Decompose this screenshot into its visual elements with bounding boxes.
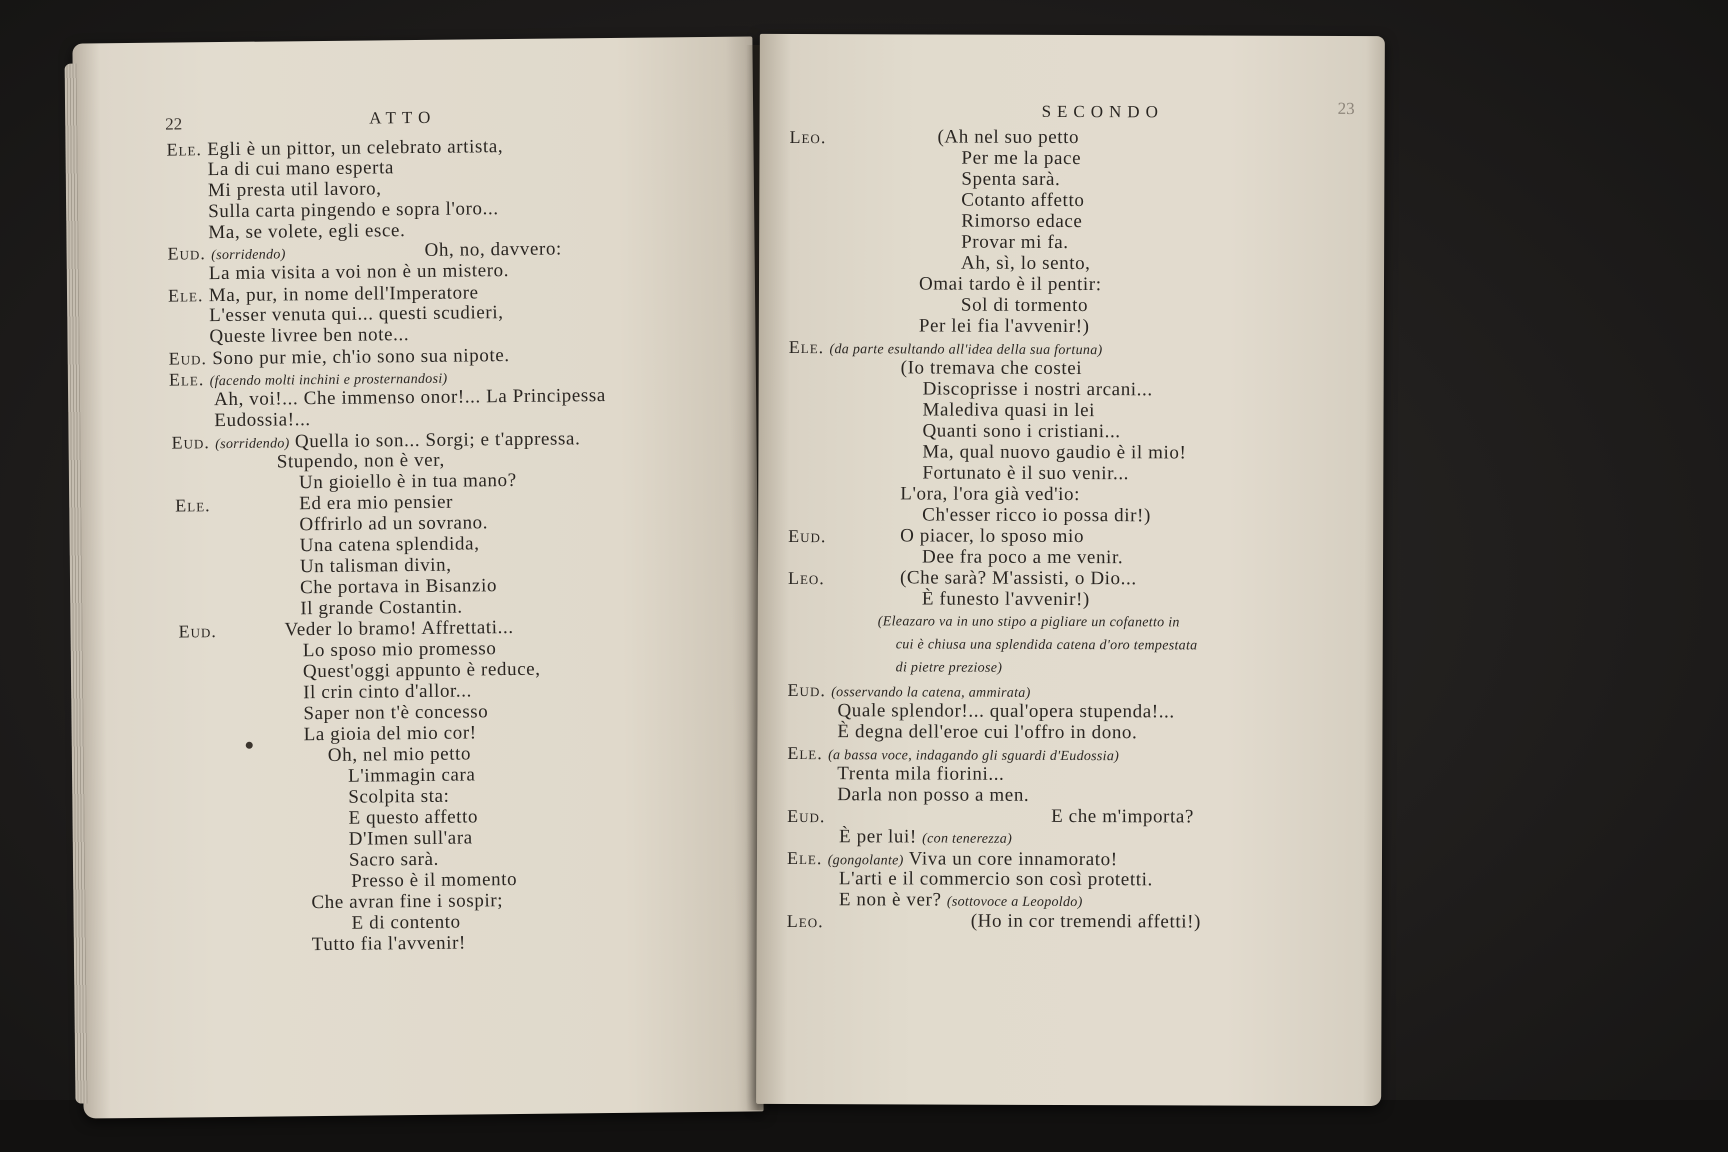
speaker-label: Ele.	[167, 285, 204, 306]
script-line: La mia visita a voi non è un mistero.	[208, 260, 510, 285]
right-page	[756, 34, 1385, 1106]
script-line: Discoprisse i nostri arcani...	[922, 378, 1153, 401]
script-line: Eudossia!...	[214, 409, 311, 432]
script-line: L'immagin cara	[347, 764, 476, 787]
script-line: Un talisman divin,	[299, 554, 452, 578]
script-line: Un gioiello è in tua mano?	[298, 469, 517, 494]
script-line: Leo. (Che sarà? M'assisti, o Dio...	[787, 567, 1137, 590]
stage-direction: cui è chiusa una splendida catena d'oro tempestata	[895, 637, 1198, 654]
open-book	[78, 35, 1383, 1120]
script-line: Queste livree ben note...	[209, 324, 410, 348]
script-line: Lo sposo mio promesso	[302, 638, 497, 662]
script-line: Eud. Veder lo bramo! Affrettati...	[178, 617, 514, 642]
script-line: L'ora, l'ora già ved'io:	[900, 483, 1081, 506]
script-line: Quest'oggi appunto è reduce,	[302, 658, 541, 683]
script-line: L'arti e il commercio son così protetti.	[838, 868, 1153, 891]
script-line: Quanti sono i cristiani...	[922, 420, 1121, 443]
script-line: Scolpita sta:	[348, 785, 450, 808]
speaker-label: Ele.	[166, 139, 202, 160]
stage-direction: (osservando la catena, ammirata)	[831, 685, 1031, 701]
script-line: Ch'esser ricco io possa dir!)	[922, 504, 1151, 527]
script-line: Una catena splendida,	[299, 533, 480, 557]
speaker-label: Eud.	[787, 806, 826, 827]
script-line: Ele. Ma, pur, in nome dell'Imperatore	[167, 282, 479, 307]
script-line: Per me la pace	[961, 147, 1082, 170]
script-line: È degna dell'eroe cui l'offro in dono.	[837, 721, 1138, 744]
script-line: Dee fra poco a me venir.	[922, 546, 1124, 569]
left-page-header: ATTO	[369, 107, 437, 128]
speaker-label: Eud.	[167, 243, 206, 264]
speaker-label: Eud.	[787, 680, 826, 701]
script-line: Che portava in Bisanzio	[299, 575, 498, 599]
speaker-label: Eud.	[168, 348, 208, 369]
speaker-label: Leo.	[789, 127, 827, 148]
script-line: Ele. (gongolante) Viva un core innamorato!	[786, 848, 1118, 871]
speaker-label: Leo.	[787, 568, 825, 589]
speaker-label: Ele.	[787, 743, 823, 764]
speaker-label: Eud.	[788, 526, 827, 547]
script-line: Ah, sì, lo sento,	[961, 252, 1091, 275]
script-line: E questo affetto	[348, 806, 479, 829]
script-line: Rimorso edace	[961, 210, 1083, 233]
script-line: Ah, voi!... Che immenso onor!... La Principessa	[214, 385, 606, 411]
script-line: Omai tardo è il pentir:	[918, 273, 1102, 296]
script-line: Trenta mila fiorini...	[837, 763, 1005, 785]
speaker-label: Ele.	[788, 337, 825, 358]
speaker-label: Eud.	[171, 432, 210, 453]
right-page-header: SECONDO	[1041, 101, 1164, 122]
speaker-label: Ele.	[786, 848, 823, 869]
stage-direction: di pietre preziose)	[895, 660, 1003, 676]
speaker-label: Eud.	[178, 621, 217, 642]
script-line: Eud. O piacer, lo sposo mio	[788, 525, 1085, 548]
stage-direction: (sorridendo)	[215, 436, 290, 453]
speaker-label: Ele.	[168, 369, 205, 390]
script-line: Stupendo, non è ver,	[276, 449, 445, 473]
script-line: Ele. Egli è un pittor, un celebrato artista,	[166, 136, 504, 161]
script-line: Darla non posso a men.	[837, 784, 1030, 806]
script-line: La di cui mano esperta	[207, 157, 395, 181]
stage-direction: (da parte esultando all'idea della sua fortuna)	[829, 342, 1103, 359]
script-line: Per lei fia l'avvenir!)	[918, 315, 1090, 338]
speaker-label: Ele.	[175, 495, 211, 516]
stage-direction: (sottovoce a Leopoldo)	[946, 894, 1083, 911]
script-line: Sacro sarà.	[348, 848, 440, 871]
ink-spot	[246, 742, 253, 749]
script-line: È funesto l'avvenir!)	[921, 588, 1090, 611]
script-line: Che avran fine i sospir;	[311, 890, 504, 914]
script-line: Sol di tormento	[960, 294, 1089, 317]
script-line: La gioia del mio cor!	[303, 722, 477, 746]
script-line: Spenta sarà.	[961, 168, 1061, 190]
left-page-number: 22	[165, 114, 183, 134]
script-line: Leo. (Ho in cor tremendi affetti!)	[786, 910, 1201, 933]
script-line: Presso è il momento	[351, 868, 518, 892]
script-line: Eud. (sorridendo) Oh, no, davvero:	[167, 238, 562, 264]
script-line: Malediva quasi in lei	[922, 399, 1096, 422]
script-line: Sulla carta pingendo e sopra l'oro...	[208, 198, 499, 223]
script-line: Ma, se volete, egli esce.	[208, 220, 406, 244]
script-line: L'esser venuta qui... questi scudieri,	[209, 302, 504, 327]
stage-direction: (gongolante)	[827, 853, 904, 869]
script-line: Mi presta util lavoro,	[207, 178, 382, 202]
script-line: D'Imen sull'ara	[348, 827, 473, 850]
script-line: (Io tremava che costei	[900, 357, 1083, 380]
stage-direction: (sorridendo)	[211, 247, 286, 264]
script-line: Il grande Costantin.	[300, 596, 463, 620]
stage-direction: (Eleazaro va in uno stipo a pigliare un cofanetto in	[877, 614, 1180, 631]
script-line: Eud. E che m'importa?	[787, 805, 1194, 828]
script-line: Cotanto affetto	[961, 189, 1085, 212]
script-line: E di contento	[351, 911, 461, 934]
speaker-label: Leo.	[786, 911, 824, 932]
script-line: Quale splendor!... qual'opera stupenda!...	[837, 700, 1175, 723]
script-line: Provar mi fa.	[961, 231, 1069, 253]
left-page	[72, 36, 763, 1118]
script-line: Oh, nel mio petto	[327, 743, 472, 766]
script-line: Fortunato è il suo venir...	[922, 462, 1130, 485]
right-page-number: 23	[1337, 98, 1355, 118]
script-line: Offrirlo ad un sovrano.	[299, 512, 489, 536]
stage-direction: (a bassa voce, indagando gli sguardi d'Eudossia)	[828, 748, 1120, 765]
script-line: E non è ver? (sottovoce a Leopoldo)	[838, 889, 1083, 911]
script-line: Il crin cinto d'allor...	[303, 680, 473, 704]
script-line: Ele. Ed era mio pensier	[175, 491, 454, 516]
script-line: Eud. (sorridendo) Quella io son... Sorgi; e t'appressa.	[171, 428, 581, 453]
stage-direction: (facendo molti inchini e prosternandosi)	[209, 371, 448, 390]
script-line: Tutto fia l'avvenir!	[311, 932, 466, 956]
script-line: Leo. (Ah nel suo petto	[789, 126, 1080, 149]
script-line: Ma, qual nuovo gaudio è il mio!	[922, 441, 1187, 464]
stage-direction: (con tenerezza)	[922, 831, 1013, 847]
script-line: Saper non t'è concesso	[303, 701, 489, 725]
script-line: Eud. Sono pur mie, ch'io sono sua nipote.	[168, 345, 510, 370]
script-line: È per lui! (con tenerezza)	[839, 826, 1013, 848]
